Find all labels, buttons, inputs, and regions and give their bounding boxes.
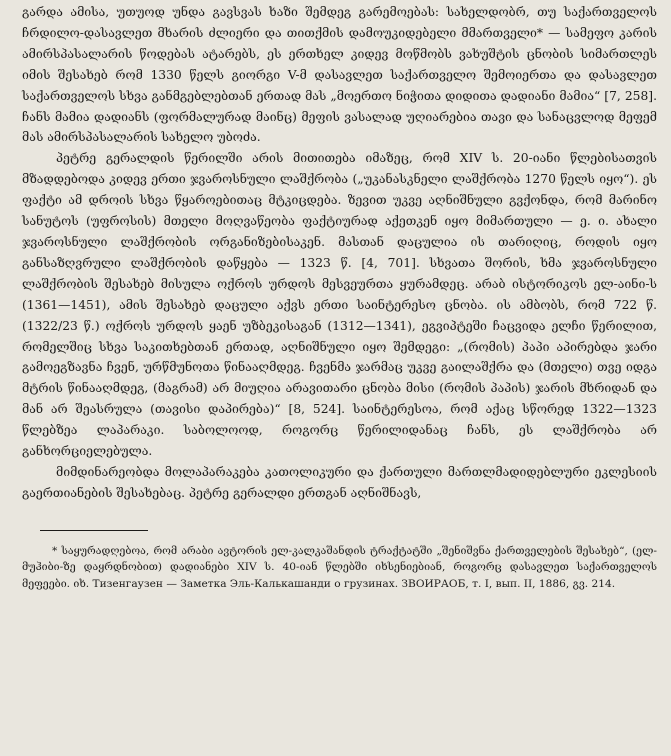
footnote-1: * საყურადღებოა, რომ არაბი ავტორის ელ-კალკაშანდის ტრაქტატში „შენიშვნა ქართველების შესახებ“, (ელ-მუჰიბი-ზე დაყრდნობით) დადიანები XIV ს. 40-იან წლებში იხსენიებიან, როგორც დასავლეთ საქართველოს მეფეები. იხ. Тизенгаузен — Заметка Эль-Калькашанди о грузинах. ЗВОИРАОБ, т. I, вып. II, 1886, გვ. 214. xyxy=(22,544,657,590)
footnotes xyxy=(22,543,657,593)
paragraph-1: გარდა ამისა, უთუოდ უნდა გავსვას ხაზი შემდეგ გარემოებას: სახელდობრ, თუ საქართველოს ჩრდილო-დასავლეთ მხარის ძლიერი და თითქმის დამოუკიდებელი მმართველი* — სამეფო კარის ამირსპასალარის წოდებას ატარებს, ეს ერთხელ კიდევ მოწმობს ვახუშტის ცნობის სიმართლეს იმის შესახებ რომ 1330 წელს გიორგი V-მ დასავლეთ საქართველო შემოიერთა და დასავლეთ საქართველოს სხვა განმგებლებთან ერთად მას „მოერთო ნიჭითა დიდითა დადიანი მამია“ [7, 258]. ჩანს მამია დადიანს (ფორმალურად მაინც) მეფის ვასალად უღიარებია თავი და სანაცვლოდ მეფემ მას ამირსპასალარის სახელო უბოძა. xyxy=(22,5,657,145)
paragraph-3: მიმდინარეობდა მოლაპარაკება კათოლიკური და ქართული მართლმადიდებლური ეკლესიის გაერთიანების შესახებაც. პეტრე გერალდი ერთგან აღნიშნავს, xyxy=(22,464,657,500)
footnote-separator xyxy=(40,530,148,531)
main-text xyxy=(22,2,657,504)
paragraph-2: პეტრე გერალდის წერილში არის მითითება იმაზეც, რომ XIV ს. 20-იანი წლებისათვის მზადდებოდა კიდევ ერთი ჯვაროსნული ლაშქრობა („უკანასკნელი ლაშქრობა 1270 წელს იყო“). ეს ფაქტი ამ დროის სხვა წყაროებითაც მტკიცდება. ზევით უკვე აღნიშნული გვქონდა, რომ მარინო სანუტოს (უფროსის) მთელი მოღვაწეობა ფაქტიურად აქეთკენ იყო მიმართული — ე. ი. ახალი ჯვაროსნული ლაშქრობის ორგანიზებისაკენ. მასთან დაცულია ის თარიღიც, როდის იყო განსაზღვრული ლაშქრობის დაწყება — 1323 წ. [4, 701]. სხვათა შორის, ხმა ჯვაროსნული ლაშქრობის შესახებ მისულა ოქროს ურდოს მესვეურთა ყურამდეც. არაბ ისტორიკოს ელ-აინი-ს (1361—1451), ამის შესახებ დაცული აქვს ერთი საინტერესო ცნობა. ის ამბობს, რომ 722 წ. (1322/23 წ.) ოქროს ურდოს ყაენ უზბეკისაგან (1312—1341), ეგვიპტეში ჩაცვიდა ელჩი წერილით, რომელშიც სხვა საკითხებთან ერთად, აღნიშნული იყო შემდეგი: „(რომის) პაპი აპირებდა ჯარი გამოეგზავნა ჩვენ, ურწმუნოთა წინააღმდეგ. ჩვენმა ჯარმაც უკვე გაილაშქრა და (მთელი) თვე იდგა მტრის წინააღმდეგ, (მაგრამ) არ მიუღია არავითარი ცნობა მისი (რომის პაპის) ჯარის მხრიდან და მან არ შეასრულა (თავისი დაპირება)“ [8, 524]. საინტერესოა, რომ აქაც სწორედ 1322—1323 წლებზეა ლაპარაკი. საბოლოოდ, როგორც წერილიდანაც ჩანს, ეს ლაშქრობა არ განხორციელებულა. xyxy=(22,151,657,459)
